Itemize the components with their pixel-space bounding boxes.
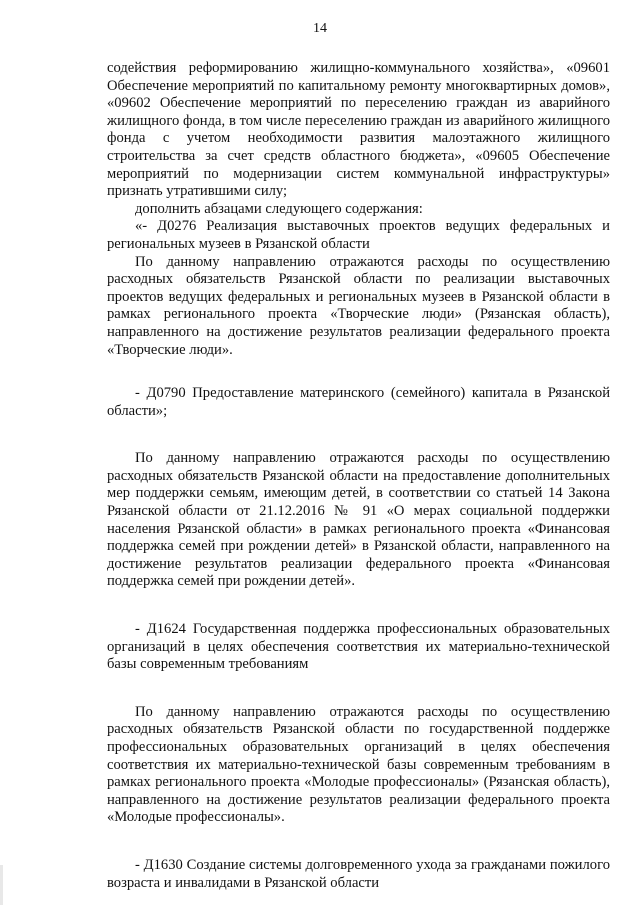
spacer: [107, 591, 610, 621]
item-description-d1624: По данному направлению отражаются расходы по осуществлению расходных обязательств Рязанской области по государственной поддержке профессиональных образовательных организаций в целях обеспечения соответствия их материально-технической базы современным требованиям в рамках регионального проекта «Молодые профессионалы» (Рязанская область), направленного на достижение результатов реализации федерального проекта «Молодые профессионалы».: [107, 703, 610, 826]
item-description-d0276: По данному направлению отражаются расходы по осуществлению расходных обязательств Рязанской области по реализации выставочных проектов ведущих федеральных и региональных музеев в Рязанской области в рамках регионального проекта «Творческие люди» (Рязанская область), направленного на достижение результатов реализации федерального проекта «Творческие люди».: [107, 253, 610, 358]
document-body: [107, 60, 610, 892]
item-heading-d0790: - Д0790 Предоставление материнского (семейного) капитала в Рязанской области»;: [107, 385, 610, 419]
paragraph-add-intro: дополнить абзацами следующего содержания:: [135, 200, 423, 217]
item-heading-d1624: - Д1624 Государственная поддержка профессиональных образовательных организаций в целях обеспечения соответствия их материально-технической базы современным требованиям: [107, 621, 610, 673]
spacer: [107, 674, 610, 704]
item-heading-d0276: «- Д0276 Реализация выставочных проектов ведущих федеральных и региональных музеев в Рязанской области: [107, 218, 610, 252]
paragraph-continuation: содействия реформированию жилищно-коммунального хозяйства», «09601 Обеспечение мероприятий по капитальному ремонту многоквартирных домов», «09602 Обеспечение мероприятий по переселению граждан из аварийного жилищного фонда, в том числе переселению граждан из аварийного жилищного фонда с учетом необходимости развития малоэтажного жилищного строительства за счет средств областного бюджета», «09605 Обеспечение мероприятий по модернизации систем коммунальной инфраструктуры» признать утратившими силу;: [107, 60, 610, 200]
item-heading-d1630: - Д1630 Создание системы долговременного ухода за гражданами пожилого возраста и инвалидами в Рязанской области: [107, 856, 610, 891]
item-description-d0790: По данному направлению отражаются расходы по осуществлению расходных обязательств Рязанской области на предоставление дополнительных мер поддержки семьям, имеющим детей, в соответствии со статьей 14 Закона Рязанской области от 21.12.2016 № 91 «О мерах социальной поддержки населения Рязанской области» в рамках регионального проекта «Финансовая поддержка семей при рождении детей» в Рязанской области, направленного на достижение результатов реализации федерального проекта «Финансовая поддержка семей при рождении детей».: [107, 450, 610, 590]
spacer: [107, 420, 610, 450]
spacer: [107, 827, 610, 857]
page-number: 14: [313, 21, 327, 36]
spacer: [107, 359, 610, 385]
scan-edge-mark: [0, 865, 3, 905]
